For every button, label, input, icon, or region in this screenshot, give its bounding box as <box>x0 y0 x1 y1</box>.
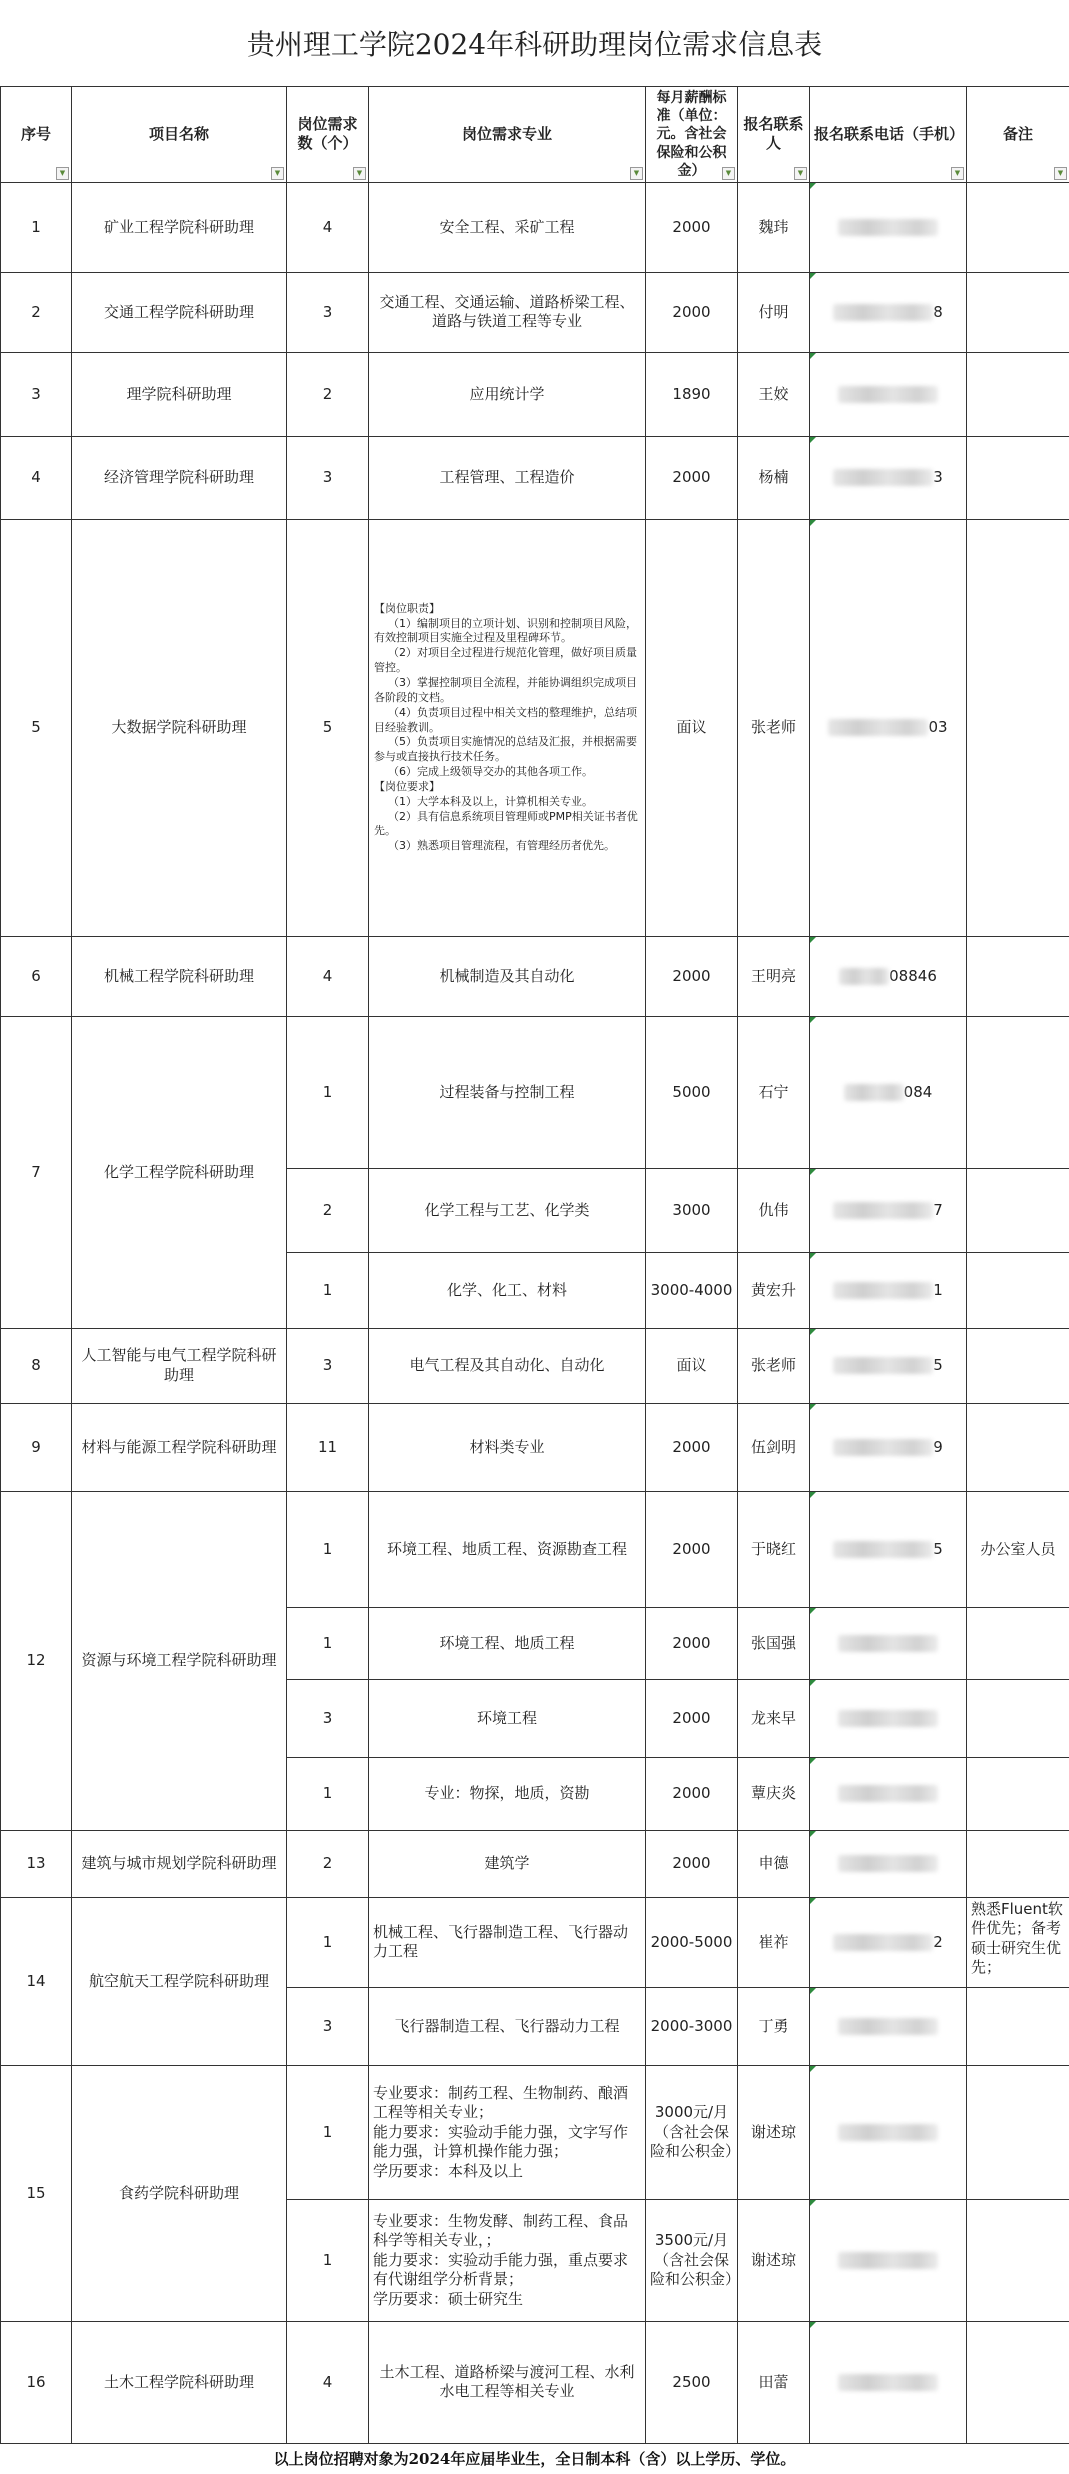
cell-major: 机械制造及其自动化 <box>369 936 646 1016</box>
table-row <box>1 1897 1069 1987</box>
cell-contact: 黄宏升 <box>738 1252 810 1328</box>
cell-salary: 2000 <box>646 436 738 519</box>
comment-marker-icon <box>810 1492 816 1498</box>
table-row <box>1 519 1069 936</box>
cell-contact: 于晓红 <box>738 1491 810 1607</box>
cell-count: 1 <box>287 1016 369 1168</box>
header-row <box>1 87 1069 183</box>
header-salary[interactable]: 每月薪酬标准（单位：元。含社会保险和公积金） ▼ <box>646 87 738 183</box>
redacted-phone <box>838 1785 938 1802</box>
redacted-phone <box>838 2252 938 2269</box>
cell-count: 3 <box>287 1679 369 1757</box>
cell-major: 环境工程、地质工程、资源勘查工程 <box>369 1491 646 1607</box>
cell-salary: 2000 <box>646 1830 738 1897</box>
cell-seq: 1 <box>1 182 72 272</box>
cell-phone <box>810 2199 967 2321</box>
cell-note <box>967 2199 1069 2321</box>
cell-count: 3 <box>287 272 369 352</box>
cell-note <box>967 1328 1069 1403</box>
cell-seq: 14 <box>1 1897 72 2065</box>
cell-note <box>967 2065 1069 2199</box>
cell-major: 化学、化工、材料 <box>369 1252 646 1328</box>
redacted-phone <box>833 1934 933 1951</box>
cell-phone: 7 <box>810 1168 967 1252</box>
header-count[interactable]: 岗位需求数（个） ▼ <box>287 87 369 183</box>
cell-name: 材料与能源工程学院科研助理 <box>72 1403 287 1491</box>
comment-marker-icon <box>810 353 816 359</box>
cell-seq: 12 <box>1 1491 72 1830</box>
redacted-phone <box>833 304 933 321</box>
cell-count: 1 <box>287 1491 369 1607</box>
redacted-phone <box>828 719 928 736</box>
cell-contact: 张老师 <box>738 519 810 936</box>
cell-contact: 蕈庆炎 <box>738 1757 810 1830</box>
table-row <box>1 1016 1069 1168</box>
cell-seq: 5 <box>1 519 72 936</box>
cell-count: 2 <box>287 352 369 436</box>
cell-count: 5 <box>287 519 369 936</box>
cell-salary: 2000 <box>646 182 738 272</box>
comment-marker-icon <box>810 1404 816 1410</box>
cell-major: 化学工程与工艺、化学类 <box>369 1168 646 1252</box>
cell-salary: 5000 <box>646 1016 738 1168</box>
cell-major: 专业要求：制药工程、生物制药、酿酒工程等相关专业； 能力要求：实验动手能力强，文字写作能力强，计算机操作能力强； 学历要求：本科及以上 <box>369 2065 646 2199</box>
header-note[interactable]: 备注 ▼ <box>967 87 1069 183</box>
redacted-phone <box>833 1541 933 1558</box>
cell-phone: 1 <box>810 1252 967 1328</box>
cell-major: 工程管理、工程造价 <box>369 436 646 519</box>
cell-contact: 崔祚 <box>738 1897 810 1987</box>
filter-dropdown-icon[interactable]: ▼ <box>630 167 643 180</box>
cell-name: 经济管理学院科研助理 <box>72 436 287 519</box>
comment-marker-icon <box>810 520 816 526</box>
cell-phone <box>810 1830 967 1897</box>
cell-major: 电气工程及其自动化、自动化 <box>369 1328 646 1403</box>
cell-note <box>967 1252 1069 1328</box>
cell-note <box>967 1403 1069 1491</box>
redacted-phone <box>838 219 938 236</box>
cell-contact: 申德 <box>738 1830 810 1897</box>
cell-count: 1 <box>287 1897 369 1987</box>
cell-note: 熟悉Fluent软件优先；备考硕士研究生优先； <box>967 1897 1069 1987</box>
cell-seq: 4 <box>1 436 72 519</box>
cell-note <box>967 1168 1069 1252</box>
cell-phone: 8 <box>810 272 967 352</box>
cell-major: 安全工程、采矿工程 <box>369 182 646 272</box>
cell-name: 食药学院科研助理 <box>72 2065 287 2321</box>
comment-marker-icon <box>810 1608 816 1614</box>
cell-seq: 2 <box>1 272 72 352</box>
cell-major: 建筑学 <box>369 1830 646 1897</box>
cell-salary: 面议 <box>646 1328 738 1403</box>
redacted-phone <box>833 1439 933 1456</box>
table-row <box>1 1328 1069 1403</box>
cell-contact: 王姣 <box>738 352 810 436</box>
redacted-phone <box>838 1855 938 1872</box>
cell-salary: 2000 <box>646 1607 738 1679</box>
cell-count: 1 <box>287 1757 369 1830</box>
cell-count: 2 <box>287 1830 369 1897</box>
cell-name: 人工智能与电气工程学院科研助理 <box>72 1328 287 1403</box>
table-row <box>1 352 1069 436</box>
cell-salary: 3000-4000 <box>646 1252 738 1328</box>
cell-contact: 杨楠 <box>738 436 810 519</box>
cell-seq: 3 <box>1 352 72 436</box>
cell-major: 环境工程、地质工程 <box>369 1607 646 1679</box>
cell-contact: 魏玮 <box>738 182 810 272</box>
cell-phone <box>810 2321 967 2443</box>
cell-phone <box>810 1679 967 1757</box>
comment-marker-icon <box>810 437 816 443</box>
cell-seq: 15 <box>1 2065 72 2321</box>
table-row <box>1 1491 1069 1607</box>
cell-note <box>967 352 1069 436</box>
cell-count: 3 <box>287 1987 369 2065</box>
comment-marker-icon <box>810 1169 816 1175</box>
comment-marker-icon <box>810 1898 816 1904</box>
cell-major <box>369 519 646 936</box>
cell-count: 1 <box>287 2199 369 2321</box>
cell-count: 11 <box>287 1403 369 1491</box>
cell-phone: 08846 <box>810 936 967 1016</box>
redacted-phone <box>838 2018 938 2035</box>
cell-phone <box>810 352 967 436</box>
cell-major: 飞行器制造工程、飞行器动力工程 <box>369 1987 646 2065</box>
cell-phone: 3 <box>810 436 967 519</box>
cell-note <box>967 936 1069 1016</box>
cell-major: 应用统计学 <box>369 352 646 436</box>
comment-marker-icon <box>810 1988 816 1994</box>
header-major[interactable]: 岗位需求专业 ▼ <box>369 87 646 183</box>
cell-salary: 2000 <box>646 1757 738 1830</box>
comment-marker-icon <box>810 1253 816 1259</box>
cell-note <box>967 1679 1069 1757</box>
cell-note <box>967 1016 1069 1168</box>
redacted-phone <box>838 386 938 403</box>
cell-note <box>967 1607 1069 1679</box>
cell-salary: 2500 <box>646 2321 738 2443</box>
cell-contact: 丁勇 <box>738 1987 810 2065</box>
cell-seq: 6 <box>1 936 72 1016</box>
table-row <box>1 2321 1069 2443</box>
filter-dropdown-icon[interactable]: ▼ <box>1054 167 1067 180</box>
job-description: 【岗位职责】 （1）编制项目的立项计划、识别和控制项目风险，有效控制项目实施全过程及里程碑环节。 （2）对项目全过程进行规范化管理，做好项目质量管控。 （3）掌握控制项目全流程，并能协调组织完成项目各阶段的文档。 （4）负责项目过程中相关文档的整理维护，总结项目经验教训。 （5）负责项目实施情况的总结及汇报，并根据需要参与或直接执行技术任务。 （6）完成上级领导交办的其他各项工作。 【岗位要求】 （1）大学本科及以上，计算机相关专业。 （2）具有信息系统项目管理师或PMP相关证书者优先。 （3）熟悉项目管理流程，有管理经历者优先。 <box>374 602 640 854</box>
filter-dropdown-icon[interactable]: ▼ <box>722 167 735 180</box>
filter-dropdown-icon[interactable]: ▼ <box>56 167 69 180</box>
comment-marker-icon <box>810 1758 816 1764</box>
redacted-phone <box>838 1710 938 1727</box>
cell-phone: 084 <box>810 1016 967 1168</box>
cell-phone: 9 <box>810 1403 967 1491</box>
table-row <box>1 182 1069 272</box>
filter-dropdown-icon[interactable]: ▼ <box>353 167 366 180</box>
redacted-phone <box>833 1202 933 1219</box>
redacted-phone <box>833 469 933 486</box>
cell-name: 机械工程学院科研助理 <box>72 936 287 1016</box>
cell-major: 土木工程、道路桥梁与渡河工程、水利水电工程等相关专业 <box>369 2321 646 2443</box>
cell-contact: 付明 <box>738 272 810 352</box>
cell-contact: 张国强 <box>738 1607 810 1679</box>
header-seq[interactable]: 序号 ▼ <box>1 87 72 183</box>
comment-marker-icon <box>810 1017 816 1023</box>
cell-name: 化学工程学院科研助理 <box>72 1016 287 1328</box>
cell-salary: 3500元/月（含社会保险和公积金） <box>646 2199 738 2321</box>
cell-salary: 2000 <box>646 272 738 352</box>
cell-count: 1 <box>287 2065 369 2199</box>
cell-salary: 2000 <box>646 936 738 1016</box>
comment-marker-icon <box>810 1680 816 1686</box>
comment-marker-icon <box>810 2322 816 2328</box>
cell-count: 4 <box>287 2321 369 2443</box>
filter-dropdown-icon[interactable]: ▼ <box>794 167 807 180</box>
header-name[interactable]: 项目名称 ▼ <box>72 87 287 183</box>
cell-count: 4 <box>287 936 369 1016</box>
cell-phone: 5 <box>810 1491 967 1607</box>
cell-salary: 面议 <box>646 519 738 936</box>
comment-marker-icon <box>810 183 816 189</box>
redacted-phone <box>833 1357 933 1374</box>
cell-name: 土木工程学院科研助理 <box>72 2321 287 2443</box>
cell-phone <box>810 182 967 272</box>
table-row <box>1 272 1069 352</box>
comment-marker-icon <box>810 937 816 943</box>
cell-contact: 石宁 <box>738 1016 810 1168</box>
cell-note: 办公室人员 <box>967 1491 1069 1607</box>
cell-major: 环境工程 <box>369 1679 646 1757</box>
cell-salary: 3000 <box>646 1168 738 1252</box>
cell-salary: 2000-3000 <box>646 1987 738 2065</box>
cell-note <box>967 436 1069 519</box>
cell-major: 专业：物探，地质，资勘 <box>369 1757 646 1830</box>
redacted-phone <box>844 1084 904 1101</box>
cell-seq: 16 <box>1 2321 72 2443</box>
cell-major: 过程装备与控制工程 <box>369 1016 646 1168</box>
cell-note <box>967 1987 1069 2065</box>
comment-marker-icon <box>810 2066 816 2072</box>
cell-contact: 仇伟 <box>738 1168 810 1252</box>
cell-name: 航空航天工程学院科研助理 <box>72 1897 287 2065</box>
redacted-phone <box>838 1635 938 1652</box>
redacted-phone <box>839 968 889 985</box>
cell-salary: 1890 <box>646 352 738 436</box>
cell-count: 1 <box>287 1252 369 1328</box>
table-row <box>1 2065 1069 2199</box>
cell-phone <box>810 1987 967 2065</box>
cell-phone: 2 <box>810 1897 967 1987</box>
cell-count: 1 <box>287 1607 369 1679</box>
cell-count: 4 <box>287 182 369 272</box>
header-phone[interactable]: 报名联系电话（手机） ▼ <box>810 87 967 183</box>
cell-seq: 9 <box>1 1403 72 1491</box>
cell-phone <box>810 2065 967 2199</box>
cell-contact: 伍剑明 <box>738 1403 810 1491</box>
cell-note <box>967 519 1069 936</box>
cell-name: 理学院科研助理 <box>72 352 287 436</box>
cell-contact: 田蕾 <box>738 2321 810 2443</box>
cell-name: 建筑与城市规划学院科研助理 <box>72 1830 287 1897</box>
cell-salary: 2000 <box>646 1491 738 1607</box>
redacted-phone <box>838 2124 938 2141</box>
positions-table <box>0 86 1069 2444</box>
cell-name: 矿业工程学院科研助理 <box>72 182 287 272</box>
cell-contact: 谢述琼 <box>738 2199 810 2321</box>
cell-phone: 5 <box>810 1328 967 1403</box>
cell-contact: 龙来早 <box>738 1679 810 1757</box>
cell-major: 材料类专业 <box>369 1403 646 1491</box>
comment-marker-icon <box>810 1831 816 1837</box>
cell-salary: 2000 <box>646 1679 738 1757</box>
filter-dropdown-icon[interactable]: ▼ <box>271 167 284 180</box>
cell-count: 3 <box>287 436 369 519</box>
cell-note <box>967 1757 1069 1830</box>
cell-major: 机械工程、飞行器制造工程、飞行器动力工程 <box>369 1897 646 1987</box>
table-row <box>1 436 1069 519</box>
cell-major: 交通工程、交通运输、道路桥梁工程、道路与铁道工程等专业 <box>369 272 646 352</box>
cell-note <box>967 182 1069 272</box>
header-contact[interactable]: 报名联系人 ▼ <box>738 87 810 183</box>
cell-contact: 王明亮 <box>738 936 810 1016</box>
cell-name: 交通工程学院科研助理 <box>72 272 287 352</box>
cell-count: 3 <box>287 1328 369 1403</box>
cell-phone <box>810 1757 967 1830</box>
cell-seq: 8 <box>1 1328 72 1403</box>
filter-dropdown-icon[interactable]: ▼ <box>951 167 964 180</box>
cell-contact: 张老师 <box>738 1328 810 1403</box>
comment-marker-icon <box>810 1329 816 1335</box>
cell-name: 资源与环境工程学院科研助理 <box>72 1491 287 1830</box>
page-title: 贵州理工学院2024年科研助理岗位需求信息表 <box>0 0 1069 86</box>
comment-marker-icon <box>810 2200 816 2206</box>
cell-count: 2 <box>287 1168 369 1252</box>
cell-seq: 13 <box>1 1830 72 1897</box>
cell-name: 大数据学院科研助理 <box>72 519 287 936</box>
redacted-phone <box>833 1282 933 1299</box>
cell-phone: 03 <box>810 519 967 936</box>
table-row <box>1 936 1069 1016</box>
table-row <box>1 1403 1069 1491</box>
cell-note <box>967 272 1069 352</box>
cell-note <box>967 1830 1069 1897</box>
cell-salary: 2000 <box>646 1403 738 1491</box>
footer-note: 以上岗位招聘对象为2024年应届毕业生，全日制本科（含）以上学历、学位。 <box>0 2444 1069 2474</box>
cell-major: 专业要求：生物发酵、制药工程、食品科学等相关专业，； 能力要求：实验动手能力强，重点要求有代谢组学分析背景； 学历要求：硕士研究生 <box>369 2199 646 2321</box>
comment-marker-icon <box>810 273 816 279</box>
redacted-phone <box>838 2374 938 2391</box>
cell-note <box>967 2321 1069 2443</box>
table-row <box>1 1830 1069 1897</box>
cell-seq: 7 <box>1 1016 72 1328</box>
cell-salary: 2000-5000 <box>646 1897 738 1987</box>
cell-salary: 3000元/月（含社会保险和公积金） <box>646 2065 738 2199</box>
cell-contact: 谢述琼 <box>738 2065 810 2199</box>
cell-phone <box>810 1607 967 1679</box>
